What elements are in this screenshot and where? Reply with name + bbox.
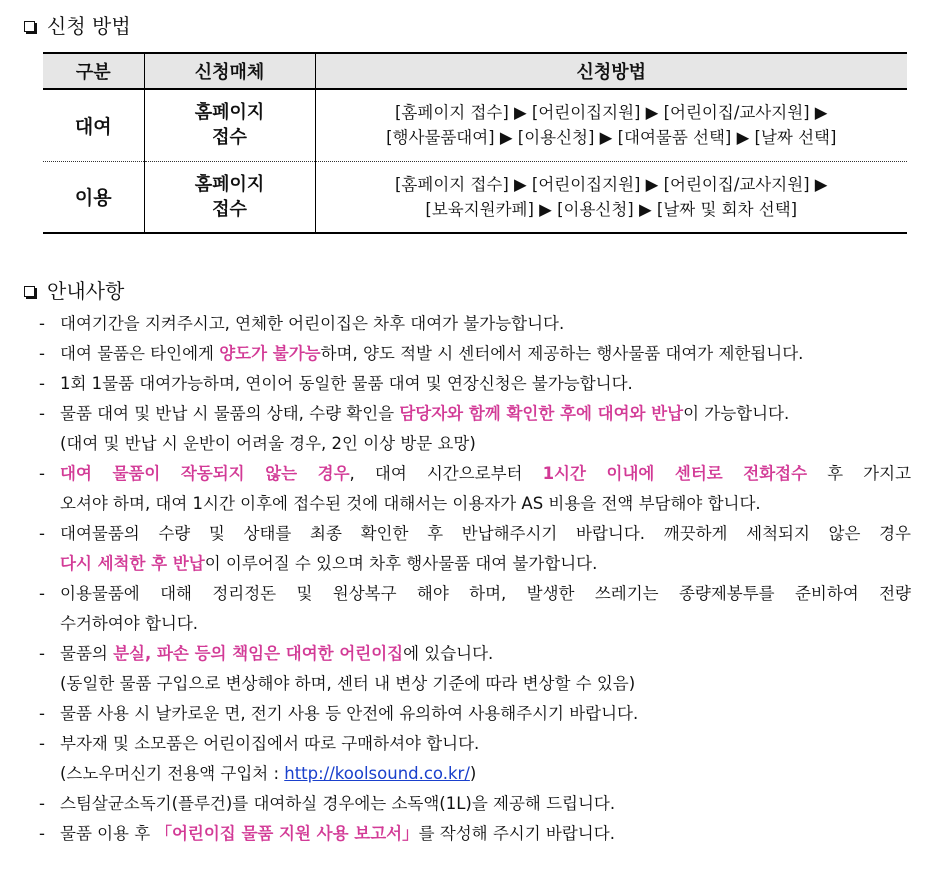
list-item: - 물품의 분실, 파손 등의 책임은 대여한 어린이집에 있습니다. (동일한 물품 구입으로 변상해야 하며, 센터 내 변상 기준에 따라 변상할 수 있음)	[37, 639, 911, 699]
table-row	[43, 161, 907, 233]
notice-title: 안내사항	[47, 279, 125, 303]
row-method: [홈페이지 접수] ▶ [어린이집지원] ▶ [어린이집/교사지원] ▶ [보육지원카페] ▶ [이용신청] ▶ [날짜 및 회차 선택]	[315, 161, 907, 233]
checkbox-square-icon	[24, 21, 35, 32]
list-item: - 물품 사용 시 날카로운 면, 전기 사용 등 안전에 유의하여 사용해주시기 바랍니다.	[37, 699, 911, 729]
checkbox-square-icon	[24, 286, 35, 297]
highlight-text: 양도가 불가능	[219, 344, 321, 363]
list-item: - 대여물품의 수량 및 상태를 최종 확인한 후 반납해주시기 바랍니다. 깨끗하게 세척되지 않은 경우 다시 세척한 후 반납이 이루어질 수 있으며 차후 행사물품 대여 불가합니다.	[37, 519, 911, 579]
list-item: - 대여기간을 지켜주시고, 연체한 어린이집은 차후 대여가 불가능합니다.	[37, 309, 911, 339]
row-medium: 홈페이지 접수	[144, 161, 315, 233]
list-item: - 물품 대여 및 반납 시 물품의 상태, 수량 확인을 담당자와 함께 확인한 후에 대여와 반납이 가능합니다. (대여 및 반납 시 운반이 어려울 경우, 2인 이상 방문 요망)	[37, 399, 911, 459]
highlight-text: 「어린이집 물품 지원 사용 보고서」	[155, 824, 419, 843]
apply-method-table	[43, 52, 907, 234]
table-header-row	[43, 53, 907, 89]
highlight-text: 담당자와 함께 확인한 후에 대여와 반납	[399, 404, 684, 423]
highlight-text: 분실, 파손 등의 책임은 대여한 어린이집	[113, 644, 404, 663]
list-item: - 대여 물품은 타인에게 양도가 불가능하며, 양도 적발 시 센터에서 제공하는 행사물품 대여가 제한됩니다.	[37, 339, 911, 369]
list-item: - 1회 1물품 대여가능하며, 연이어 동일한 물품 대여 및 연장신청은 불가능합니다.	[37, 369, 911, 399]
note-text: (동일한 물품 구입으로 변상해야 하며, 센터 내 변상 기준에 따라 변상할 수 있음)	[60, 674, 636, 693]
header-method: 신청방법	[315, 53, 907, 89]
list-item: - 스팀살균소독기(플루건)를 대여하실 경우에는 소독액(1L)을 제공해 드립니다.	[37, 789, 911, 819]
highlight-text: 1시간 이내에 센터로 전화접수	[542, 464, 808, 483]
list-item: - 대여 물품이 작동되지 않는 경우, 대여 시간으로부터 1시간 이내에 센터로 전화접수 후 가지고 오셔야 하며, 대여 1시간 이후에 접수된 것에 대해서는 이용자가 AS 비용을 전액 부담해야 합니다.	[37, 459, 911, 519]
table-row	[43, 89, 907, 161]
notice-heading	[24, 279, 124, 303]
header-category: 구분	[43, 53, 144, 89]
notice-list	[37, 309, 911, 849]
note-text: (대여 및 반납 시 운반이 어려울 경우, 2인 이상 방문 요망)	[60, 434, 476, 453]
apply-method-title: 신청 방법	[47, 14, 131, 38]
list-item: - 부자재 및 소모품은 어린이집에서 따로 구매하셔야 합니다. (스노우머신기 전용액 구입처 : http://koolsound.co.kr/)	[37, 729, 911, 789]
highlight-text: 대여 물품이 작동되지 않는 경우	[60, 464, 350, 483]
apply-method-heading	[24, 14, 131, 38]
supplier-link[interactable]: http://koolsound.co.kr/	[284, 764, 470, 783]
highlight-text: 다시 세척한 후 반납	[60, 554, 205, 573]
list-item: - 물품 이용 후 「어린이집 물품 지원 사용 보고서」를 작성해 주시기 바랍니다.	[37, 819, 911, 849]
header-medium: 신청매체	[144, 53, 315, 89]
row-medium: 홈페이지 접수	[144, 89, 315, 161]
list-item: - 이용물품에 대해 정리정돈 및 원상복구 해야 하며, 발생한 쓰레기는 종량제봉투를 준비하여 전량 수거하여야 합니다.	[37, 579, 911, 639]
row-method: [홈페이지 접수] ▶ [어린이집지원] ▶ [어린이집/교사지원] ▶ [행사물품대여] ▶ [이용신청] ▶ [대여물품 선택] ▶ [날짜 선택]	[315, 89, 907, 161]
row-category: 이용	[43, 161, 144, 233]
row-category: 대여	[74, 115, 112, 138]
